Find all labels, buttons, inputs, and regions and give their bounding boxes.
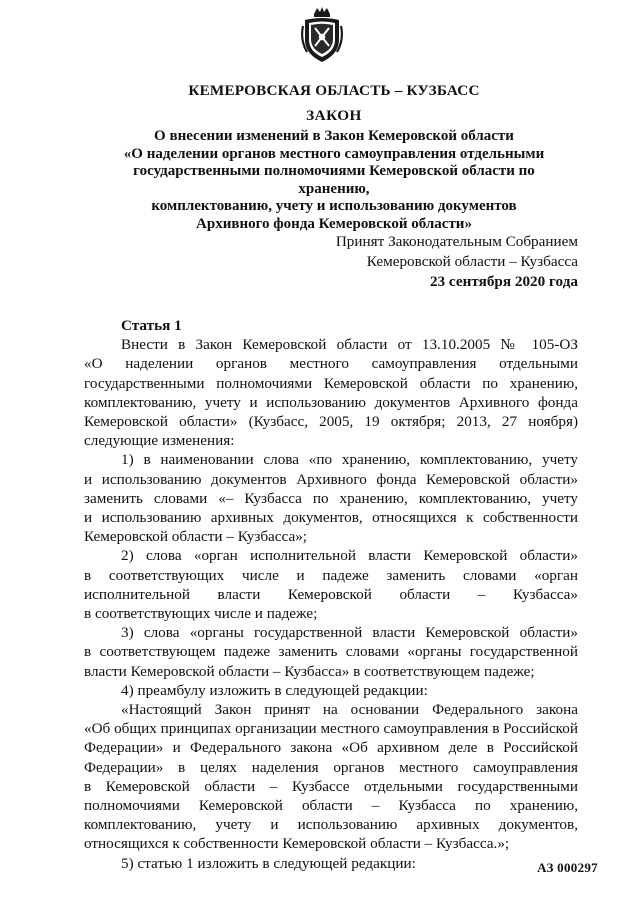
adoption-line: Принят Законодательным Собранием <box>335 233 578 250</box>
paragraph-line: Внести в Закон Кемеровской области от 13.10.2005 № 105-ОЗ <box>121 336 578 354</box>
article-paragraph <box>84 450 578 546</box>
paragraph-line: 1) в наименовании слова «по хранению, комплектованию, учету <box>121 451 578 469</box>
paragraph-line: исполнительной власти Кемеровской области – Кузбасса» <box>84 585 578 603</box>
law-title-line: комплектованию, учету и использованию документов <box>151 198 517 215</box>
article-body <box>84 316 578 873</box>
article-paragraph <box>84 623 578 681</box>
article-paragraph <box>84 681 578 700</box>
paragraph-line: Федерации» и Федерального закона «Об архивном деле в Российской <box>84 739 578 757</box>
law-title <box>110 128 558 234</box>
paragraph-line: 2) слова «орган исполнительной власти Кемеровской области» <box>121 547 578 565</box>
adoption-date: 23 сентября 2020 года <box>429 273 578 290</box>
coat-of-arms-icon <box>299 6 345 64</box>
paragraph-line: комплектованию, учету и использованию документов Архивного фонда <box>84 393 578 411</box>
paragraph-line: в Кемеровской области – Кузбассе отдельными государственными <box>84 777 578 795</box>
paragraph-line: государственными полномочиями Кемеровской области по хранению, <box>84 374 578 392</box>
article-paragraph <box>84 700 578 854</box>
paragraph-line: «О наделении органов местного самоуправления отдельными <box>84 355 578 373</box>
article-paragraph <box>84 546 578 623</box>
paragraph-line: Федерации» в целях наделения органов местного самоуправления <box>84 758 578 776</box>
paragraph-line: 4) преамбулу изложить в следующей редакции: <box>121 681 428 699</box>
paragraph-line: «Настоящий Закон принят на основании Федерального закона <box>121 701 578 719</box>
paragraph-line: в соответствующем падеже заменить словами «органы государственной <box>84 643 578 661</box>
paragraph-line: и использованию документов Архивного фонда Кемеровской области» <box>84 470 578 488</box>
paragraph-line: 5) статью 1 изложить в следующей редакции: <box>121 854 416 872</box>
paragraph-line: «Об общих принципах организации местного самоуправления в Российской <box>84 720 579 738</box>
adoption-line: Кемеровской области – Кузбасса <box>366 253 578 270</box>
paragraph-line: относящихся к собственности Кемеровской области – Кузбасса.»; <box>84 835 510 853</box>
paragraph-line: полномочиями Кемеровской области – Кузбасса по хранению, <box>84 797 578 815</box>
document-type: ЗАКОН <box>306 107 362 124</box>
article-paragraphs <box>84 335 578 873</box>
article-heading: Статья 1 <box>121 317 182 334</box>
paragraph-line: власти Кемеровской области – Кузбасса» в соответствующем падеже; <box>84 662 535 680</box>
paragraph-line: в соответствующих числе и падеже заменить словами «орган <box>84 566 578 584</box>
article-paragraph <box>84 335 578 450</box>
paragraph-line: следующие изменения: <box>84 432 235 450</box>
paragraph-line: 3) слова «органы государственной власти Кемеровской области» <box>121 624 578 642</box>
paragraph-line: в соответствующих числе и падеже; <box>84 605 318 623</box>
article-paragraph <box>84 854 578 873</box>
law-title-line: Архивного фонда Кемеровской области» <box>196 215 472 232</box>
adoption-block <box>336 232 578 292</box>
law-title-line: «О наделении органов местного самоуправления отдельными <box>123 145 545 162</box>
paragraph-line: комплектованию, учету и использованию архивных документов, <box>84 816 578 834</box>
paragraph-line: и использованию архивных документов, относящихся к собственности <box>84 509 578 527</box>
document-stamp: АЗ 000297 <box>537 860 598 875</box>
paragraph-line: заменить словами «– Кузбасса по хранению, комплектованию, учету <box>84 489 578 507</box>
paragraph-line: Кемеровской области» (Кузбасс, 2005, 19 октября; 2013, 27 ноября) <box>84 413 578 431</box>
region-heading: КЕМЕРОВСКАЯ ОБЛАСТЬ – КУЗБАСС <box>188 82 480 99</box>
law-title-line: государственными полномочиями Кемеровской области по хранению, <box>133 163 535 197</box>
paragraph-line: Кемеровской области – Кузбасса»; <box>84 528 308 546</box>
law-title-line: О внесении изменений в Закон Кемеровской области <box>154 128 514 144</box>
